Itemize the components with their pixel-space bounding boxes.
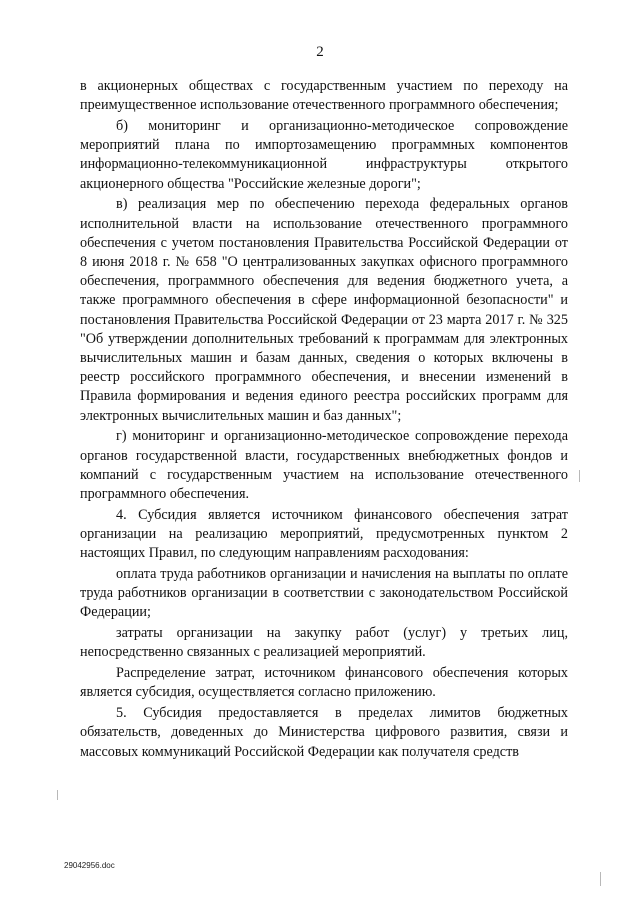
- paragraph-item-g: г) мониторинг и организационно-методическое сопровождение перехода органов государственной власти, государственных внебюджетных фондов и компаний с государственным участием на использование отечественного программного обеспечения.: [80, 428, 568, 503]
- paragraph-cost-distribution: Распределение затрат, источником финансового обеспечения которых является субсидия, осуществляется согласно приложению.: [80, 665, 568, 701]
- paragraph-salary-costs: оплата труда работников организации и начисления на выплаты по оплате труда работников организации в соответствии с законодательством Российской Федерации;: [80, 566, 568, 621]
- paragraph-clause-4: 4. Субсидия является источником финансового обеспечения затрат организации на реализацию мероприятий, предусмотренных пунктом 2 настоящих Правил, по следующим направлениям расходования:: [80, 506, 568, 562]
- paragraph-continuation: в акционерных обществах с государственным участием по переходу на преимущественное использование отечественного программного обеспечения;: [80, 78, 568, 114]
- paragraph-third-party-costs: затраты организации на закупку работ (услуг) у третьих лиц, непосредственно связанных с реализацией мероприятий.: [80, 625, 568, 661]
- scan-artifact-mark: [57, 790, 58, 800]
- scan-artifact-mark: [579, 470, 580, 482]
- paragraph-item-v: в) реализация мер по обеспечению перехода федеральных органов исполнительной власти на использование отечественного программного обеспечения с учетом постановления Правительства Российской Федерации от 8 июня 2018 г. № 658 "О централизованных закупках офисного программного обеспечения, программного обеспечения для ведения бюджетного учета, а также программного обеспечения в сфере информационной безопасности" и постановления Правительства Российской Федерации от 23 марта 2017 г. № 325 "Об утверждении дополнительных требований к программам для электронных вычислительных машин и базам данных, сведения о которых включены в реестр российского программного обеспечения, и внесении изменений в Правила формирования и ведения единого реестра российских программ для электронных вычислительных машин и баз данных";: [80, 196, 568, 424]
- paragraph-clause-5: 5. Субсидия предоставляется в пределах лимитов бюджетных обязательств, доведенных до Министерства цифрового развития, связи и массовых коммуникаций Российской Федерации как получателя средств: [80, 705, 568, 760]
- paragraph-item-b: б) мониторинг и организационно-методическое сопровождение мероприятий плана по импортозамещению программных компонентов информационно-телекоммуникационной инфраструктуры открытого акционерного общества "Российские железные дороги";: [80, 118, 568, 192]
- document-body: [80, 77, 568, 763]
- footer-file-name: 29042956.doc: [64, 861, 115, 870]
- scan-artifact-mark: [600, 872, 601, 886]
- page-number: 2: [316, 44, 324, 60]
